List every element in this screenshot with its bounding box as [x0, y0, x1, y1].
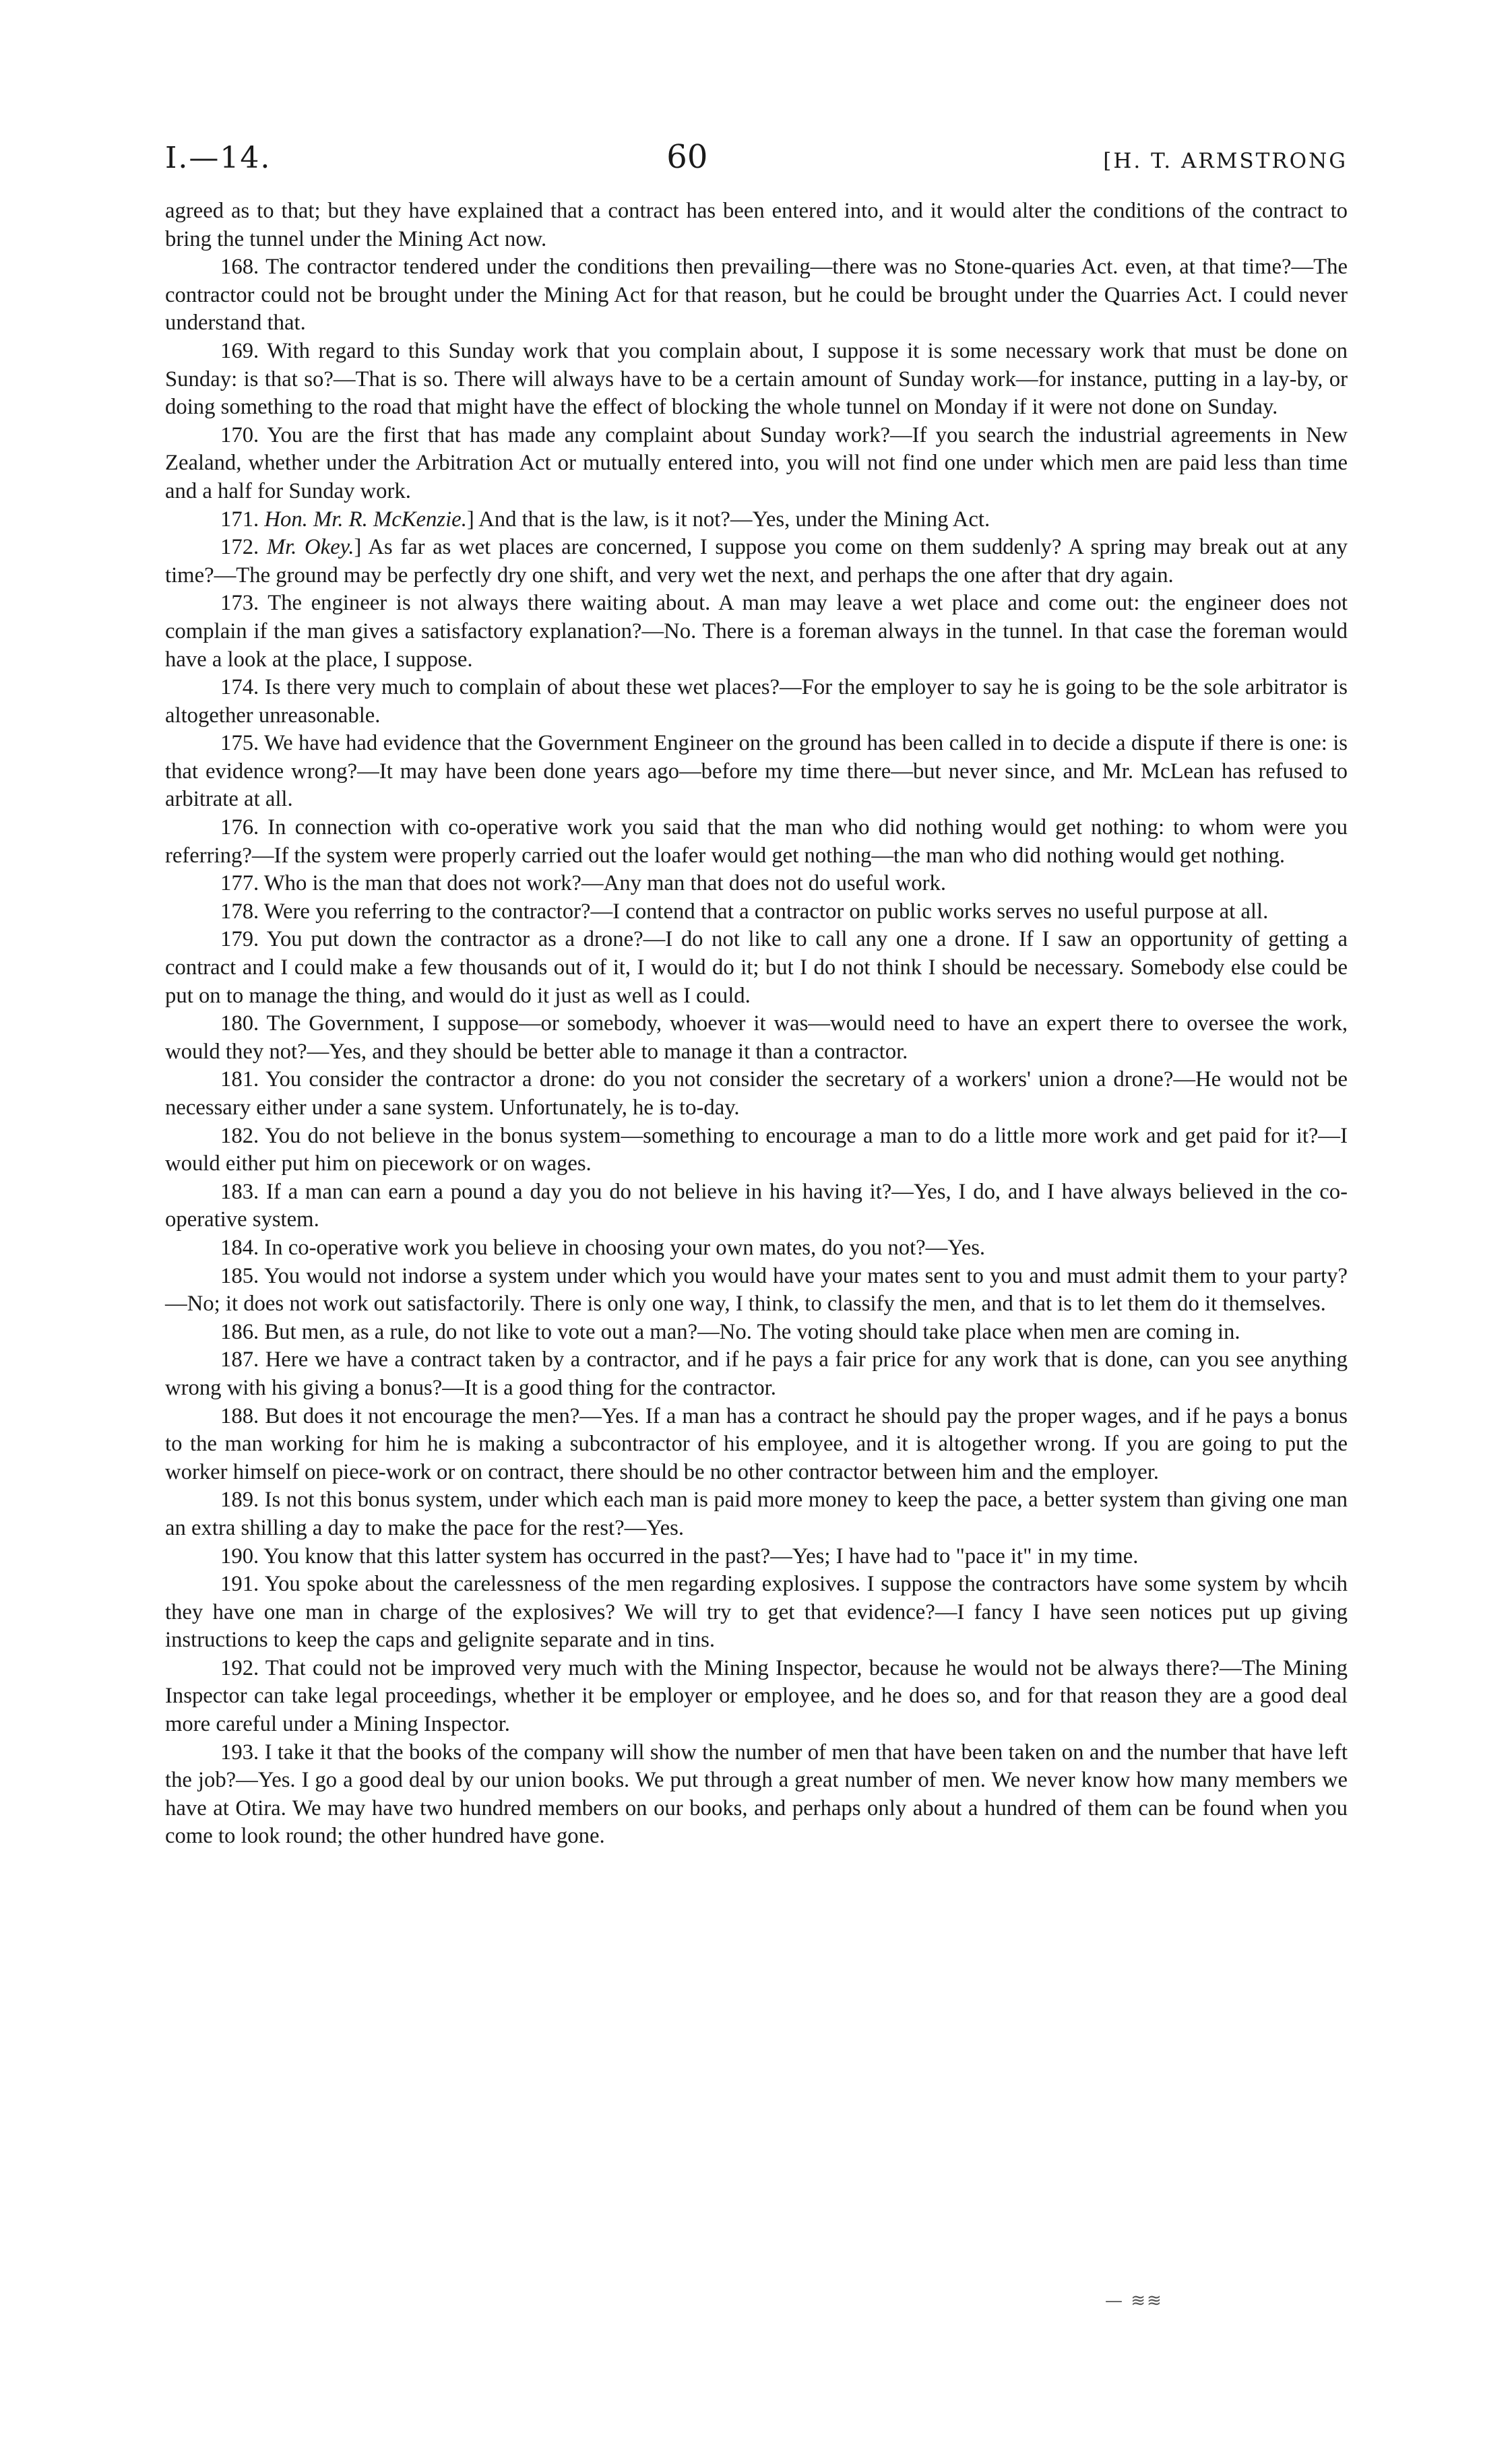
printer-mark: — ≋≋	[1105, 2291, 1163, 2311]
page-header	[165, 138, 1348, 185]
paragraph: 188. But does it not encourage the men?—Yes. If a man has a contract he should pay the proper wages, and if he pays a bonus to the man working for him he is making a subcontractor of his employee, and it is altogether wrong. If you are going to put the worker himself on piece-work or on contract, there should be no other contractor between him and the employer.	[165, 1403, 1348, 1484]
paragraph: 189. Is not this bonus system, under which each man is paid more money to keep the pace, a better system than giving one man an extra shilling a day to make the pace for the rest?—Yes.	[165, 1488, 1348, 1540]
paragraph: 175. We have had evidence that the Government Engineer on the ground has been called in to decide a dispute if there is one: is that evidence wrong?—It may have been done years ago—before my time there—but never since, and Mr. McLean has refused to arbitrate at all.	[165, 731, 1348, 812]
paragraph: 187. Here we have a contract taken by a contractor, and if he pays a fair price for any work that is done, can you see anything wrong with his giving a bonus?—It is a good thing for the contractor.	[165, 1347, 1348, 1400]
paragraph: 176. In connection with co-operative work you said that the man who did nothing would get nothing: to whom were you referring?—If the system were properly carried out the loafer would get nothing—the man who did nothing would get nothing.	[165, 815, 1348, 868]
paragraph: 170. You are the first that has made any complaint about Sunday work?—If you search the industrial agreements in New Zealand, whether under the Arbitration Act or mutually entered into, you will not find one under which men are paid less than time and a half for Sunday work.	[165, 422, 1348, 503]
paragraph: 184. In co-operative work you believe in choosing your own mates, do you not?—Yes.	[220, 1235, 986, 1260]
page-number: 60	[666, 138, 708, 176]
paragraph: 172. Mr. Okey.] As far as wet places are concerned, I suppose you come on them suddenly? A spring may break out at any time?—The ground may be perfectly dry one shift, and very wet the next, and perhaps the one after that dry again.	[165, 535, 1348, 588]
paragraph: 181. You consider the contractor a drone: do you not consider the secretary of a workers' union a drone?—He would not be necessary either under a sane system. Unfortunately, he is to-day.	[165, 1067, 1348, 1120]
witness-name: [H. T. ARMSTRONG	[1103, 149, 1348, 173]
speaker-name: Hon. Mr. R. McKenzie.	[264, 507, 467, 532]
paragraph: 168. The contractor tendered under the conditions then prevailing—there was no Stone-quaries Act. even, at that time?—The contractor could not be brought under the Mining Act for that reason, but he could be brought under the Quarries Act. I could never understand that.	[165, 255, 1348, 336]
paragraph: 183. If a man can earn a pound a day you do not believe in his having it?—Yes, I do, and I have always believed in the co-operative system.	[165, 1179, 1348, 1232]
paragraph: 193. I take it that the books of the company will show the number of men that have been taken on and the number that have left the job?—Yes. I go a good deal by our union books. We put through a great number of men. We never know how many members we have at Otira. We may have two hundred members on our books, and perhaps only about a hundred of them can be found when you come to look round; the other hundred have gone.	[165, 1740, 1348, 1849]
paragraph: agreed as to that; but they have explained that a contract has been entered into, and it would alter the conditions of the contract to bring the tunnel under the Mining Act now.	[165, 199, 1348, 251]
paragraph: 186. But men, as a rule, do not like to vote out a man?—No. The voting should take place when men are coming in.	[220, 1319, 1240, 1344]
paragraph: 192. That could not be improved very much with the Mining Inspector, because he would not be always there?—The Mining Inspector can take legal proceedings, whether it be employer or employee, and he does so, and for that reason they are a good deal more careful under a Mining Inspector.	[165, 1655, 1348, 1737]
speaker-name: Mr. Okey.	[266, 535, 354, 560]
paragraph: 191. You spoke about the carelessness of the men regarding explosives. I suppose the contractors have some system by whcih they have one man in charge of the explosives? We will try to get that evidence?—I fancy I have seen notices put up giving instructions to keep the caps and gelignite separate and in tins.	[165, 1572, 1348, 1653]
evidence-body	[165, 197, 1348, 1851]
document-reference: I.—14.	[165, 141, 272, 175]
paragraph: 169. With regard to this Sunday work that you complain about, I suppose it is some necessary work that must be done on Sunday: is that so?—That is so. There will always have to be a certain amount of Sunday work—for instance, putting in a lay-by, or doing something to the road that might have the effect of blocking the whole tunnel on Monday if it were not done on Sunday.	[165, 338, 1348, 420]
paragraph: 185. You would not indorse a system under which you would have your mates sent to you and must admit them to your party?—No; it does not work out satisfactorily. There is only one way, I think, to classify the men, and that is to let them do it themselves.	[165, 1263, 1348, 1316]
document-page	[165, 138, 1348, 1851]
paragraph: 177. Who is the man that does not work?—Any man that does not do useful work.	[220, 871, 947, 896]
paragraph: 190. You know that this latter system has occurred in the past?—Yes; I have had to "pace it" in my time.	[220, 1544, 1139, 1568]
paragraph: 171. Hon. Mr. R. McKenzie.] And that is the law, is it not?—Yes, under the Mining Act.	[220, 507, 990, 532]
paragraph: 180. The Government, I suppose—or somebody, whoever it was—would need to have an expert there to oversee the work, would they not?—Yes, and they should be better able to manage it than a contractor.	[165, 1011, 1348, 1064]
paragraph: 182. You do not believe in the bonus system—something to encourage a man to do a little more work and get paid for it?—I would either put him on piecework or on wages.	[165, 1123, 1348, 1176]
paragraph: 178. Were you referring to the contractor?—I contend that a contractor on public works serves no useful purpose at all.	[220, 899, 1269, 924]
paragraph: 174. Is there very much to complain of about these wet places?—For the employer to say he is going to be the sole arbitrator is altogether unreasonable.	[165, 675, 1348, 728]
paragraph: 173. The engineer is not always there waiting about. A man may leave a wet place and come out: the engineer does not complain if the man gives a satisfactory explanation?—No. There is a foreman always in the tunnel. In that case the foreman would have a look at the place, I suppose.	[165, 591, 1348, 672]
paragraph: 179. You put down the contractor as a drone?—I do not like to call any one a drone. If I saw an opportunity of getting a contract and I could make a few thousands out of it, I would do it; but I do not think I should be necessary. Somebody else could be put on to manage the thing, and would do it just as well as I could.	[165, 927, 1348, 1008]
